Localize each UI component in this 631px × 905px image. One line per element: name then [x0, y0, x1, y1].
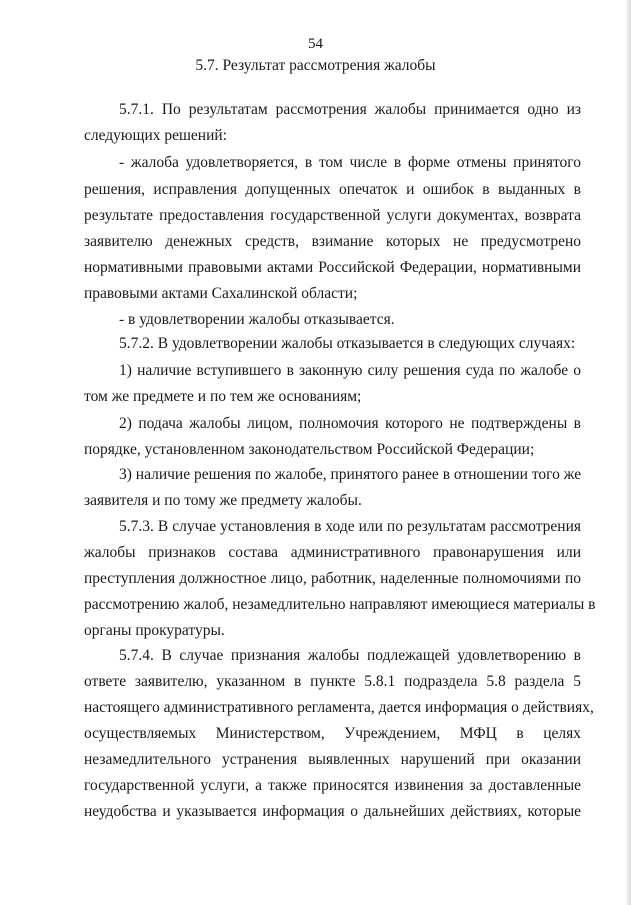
- text-line: нормативными правовыми актами Российской Федерации, нормативными: [84, 259, 581, 276]
- text-line: 2) подача жалобы лицом, полномочия которого не подтверждены в: [119, 415, 581, 432]
- text-line: результате предоставления государственной услуги документах, возврата: [84, 207, 581, 224]
- text-line: следующих решений:: [84, 127, 227, 144]
- text-line: решения, исправления допущенных опечаток и ошибок в выданных в: [84, 181, 581, 198]
- text-line: жалобы признаков состава административного правонарушения или: [84, 544, 581, 561]
- page-edge-shadow: [625, 0, 631, 905]
- page-number: 54: [308, 36, 323, 52]
- text-line: правовыми актами Сахалинской области;: [84, 285, 358, 302]
- text-line: 5.7.4. В случае признания жалобы подлежащей удовлетворению в: [119, 647, 581, 664]
- text-line: незамедлительного устранения выявленных нарушений при оказании: [84, 751, 581, 768]
- text-line: - в удовлетворении жалобы отказывается.: [119, 311, 395, 328]
- text-line: органы прокуратуры.: [84, 622, 225, 639]
- text-line: - жалоба удовлетворяется, в том числе в форме отмены принятого: [119, 154, 581, 171]
- text-line: заявителя и по тому же предмету жалобы.: [84, 492, 362, 509]
- text-line: ответе заявителю, указанном в пункте 5.8.1 подраздела 5.8 раздела 5: [84, 673, 581, 690]
- text-line: осуществляемых Министерством, Учреждением, МФЦ в целях: [84, 725, 581, 742]
- text-line: государственной услуги, а также приносятся извинения за доставленные: [84, 777, 581, 794]
- text-line: 1) наличие вступившего в законную силу решения суда по жалобе о: [119, 362, 581, 379]
- text-line: настоящего административного регламента, дается информация о действиях,: [84, 699, 594, 716]
- text-line: 5.7.3. В случае установления в ходе или по результатам рассмотрения: [119, 518, 581, 535]
- text-line: заявителю денежных средств, взимание которых не предусмотрено: [84, 233, 581, 250]
- section-title: 5.7. Результат рассмотрения жалобы: [195, 57, 436, 74]
- text-line: том же предмете и по тем же основаниям;: [84, 388, 362, 405]
- text-line: неудобства и указывается информация о дальнейших действиях, которые: [84, 803, 581, 820]
- text-line: рассмотрению жалоб, незамедлительно направляют имеющиеся материалы в: [84, 596, 596, 613]
- text-line: 5.7.2. В удовлетворении жалобы отказывается в следующих случаях:: [119, 335, 576, 352]
- text-line: 3) наличие решения по жалобе, принятого ранее в отношении того же: [119, 466, 582, 483]
- text-line: преступления должностное лицо, работник, наделенные полномочиями по: [84, 570, 581, 587]
- text-line: 5.7.1. По результатам рассмотрения жалобы принимается одно из: [119, 101, 581, 118]
- text-line: порядке, установленном законодательством Российской Федерации;: [84, 441, 535, 458]
